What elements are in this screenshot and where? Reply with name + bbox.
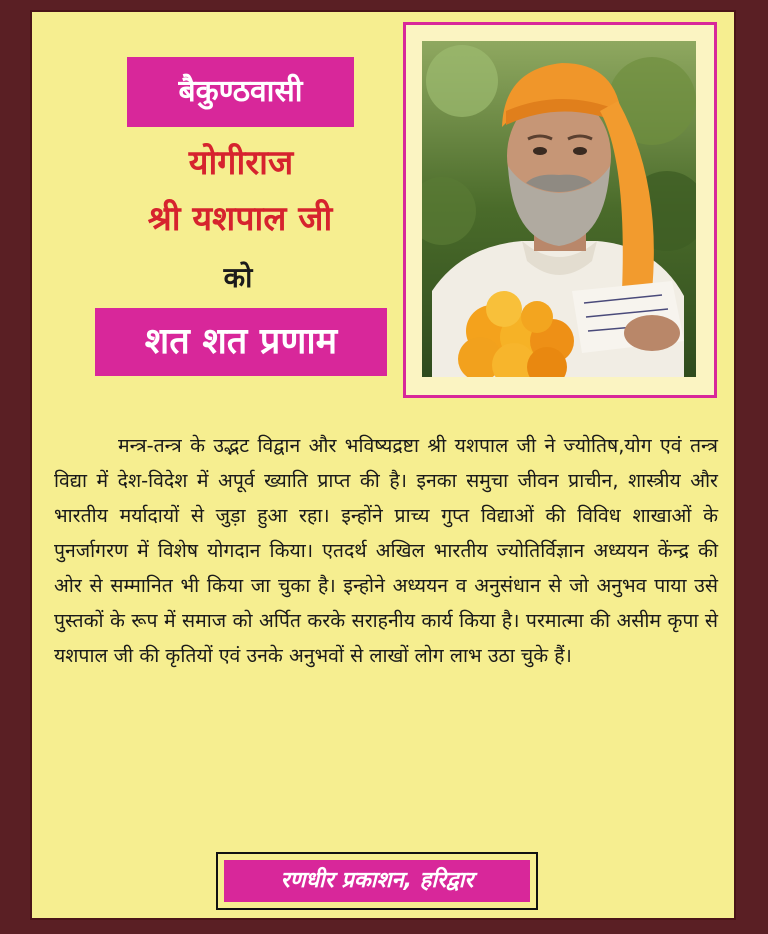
- biography-text: मन्त्र-तन्त्र के उद्भट विद्वान और भविष्यद्रष्टा श्री यशपाल जी ने ज्योतिष,योग एवं तन्त्र विद्या में देश-विदेश में अपूर्व ख्याति प्राप्त की है। इनका समुचा जीवन प्राचीन, शास्त्रीय और भारतीय मर्यादायों से जुड़ा हुआ रहा। इन्होंने प्राच्य गुप्त विद्याओं की विविध शाखाओं के पुनर्जागरण में विशेष योगदान किया। एतदर्थ अखिल भारतीय ज्योतिर्विज्ञान अध्ययन केंन्द्र की ओर से सम्मानित भी किया जा चुका है। इन्होने अध्ययन व अनुसंधान से जो अनुभव पाया उसे पुस्तकों के रूप में समाज को अर्पित करके सराहनीय कार्य किया है। परमात्मा की असीम कृपा से यशपाल जी की कृतियों एवं उनके अनुभवों से लाखों लोग लाभ उठा चुके हैं।: [54, 434, 718, 667]
- heading-tag-bottom: शत शत प्रणाम: [95, 308, 387, 376]
- portrait-photo: [422, 41, 696, 377]
- heading-connector: को: [223, 261, 253, 294]
- publisher-frame: [216, 852, 538, 910]
- publisher-label: रणधीर प्रकाशन, हरिद्वार: [224, 860, 530, 902]
- heading-name-line: श्री यशपाल जी: [147, 199, 333, 239]
- photo-frame: [403, 22, 717, 398]
- heading-title-line: योगीराज: [188, 143, 294, 183]
- portrait-illustration: [422, 41, 696, 377]
- biography-paragraph: [54, 428, 718, 673]
- memorial-card: [30, 10, 736, 920]
- heading-tag-top: बैकुण्ठवासी: [127, 57, 354, 127]
